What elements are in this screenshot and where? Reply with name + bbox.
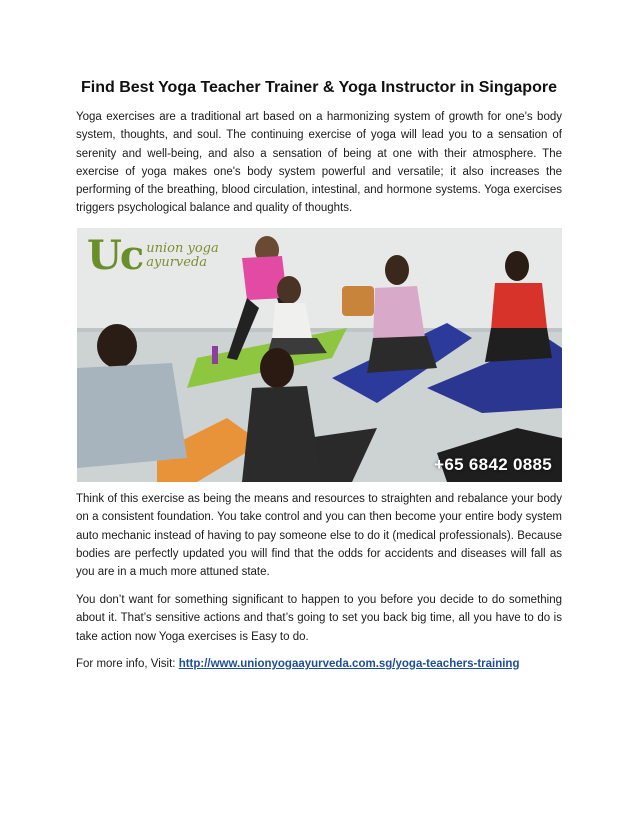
logo-line-2: ayurveda — [146, 255, 208, 270]
phone-number-overlay: +65 6842 0885 — [434, 455, 552, 474]
logo-line-1: union yoga — [146, 241, 219, 256]
body-paragraph-2: Think of this exercise as being the means and resources to straighten and rebalance your body on a consistent foundation. You take control and you can then become your entire body system auto mechanic instead of having to pay someone else to do it (medical professionals). Because bodies are perfectly updated you will find that the odds for accidents and diseases will fall as you are in a much more attuned state. — [76, 493, 562, 579]
logo-letters: Uc — [87, 232, 143, 279]
more-info-label: For more info, Visit: — [76, 658, 179, 670]
intro-paragraph: Yoga exercises are a traditional art based on a harmonizing system of growth for one's body system, thoughts, and soul. The continuing exercise of yoga will lead you to a sensation of serenity and well-being, and also a sensation of being at one with their atmosphere. The exercise of yoga makes one's body system powerful and versatile; it also increases the performing of the breathing, blood circulation, intestinal, and hormone systems. Yoga exercises triggers psychological balance and quality of thoughts. — [76, 111, 562, 215]
body-paragraph-3: You don’t want for something significant to happen to you before you decide to do something about it. That’s sensitive actions and that’s going to set you back big time, all you have to do is take action now Yoga exercises is Easy to do. — [76, 594, 562, 643]
union-yoga-logo — [87, 232, 219, 279]
document-title: Find Best Yoga Teacher Trainer & Yoga Instructor in Singapore — [81, 79, 557, 96]
yoga-class-photo — [77, 228, 562, 482]
training-page-link[interactable]: http://www.unionyogaayurveda.com.sg/yoga-teachers-training — [178, 658, 520, 670]
logo-wordmark — [146, 242, 218, 270]
more-info-line — [76, 655, 562, 673]
